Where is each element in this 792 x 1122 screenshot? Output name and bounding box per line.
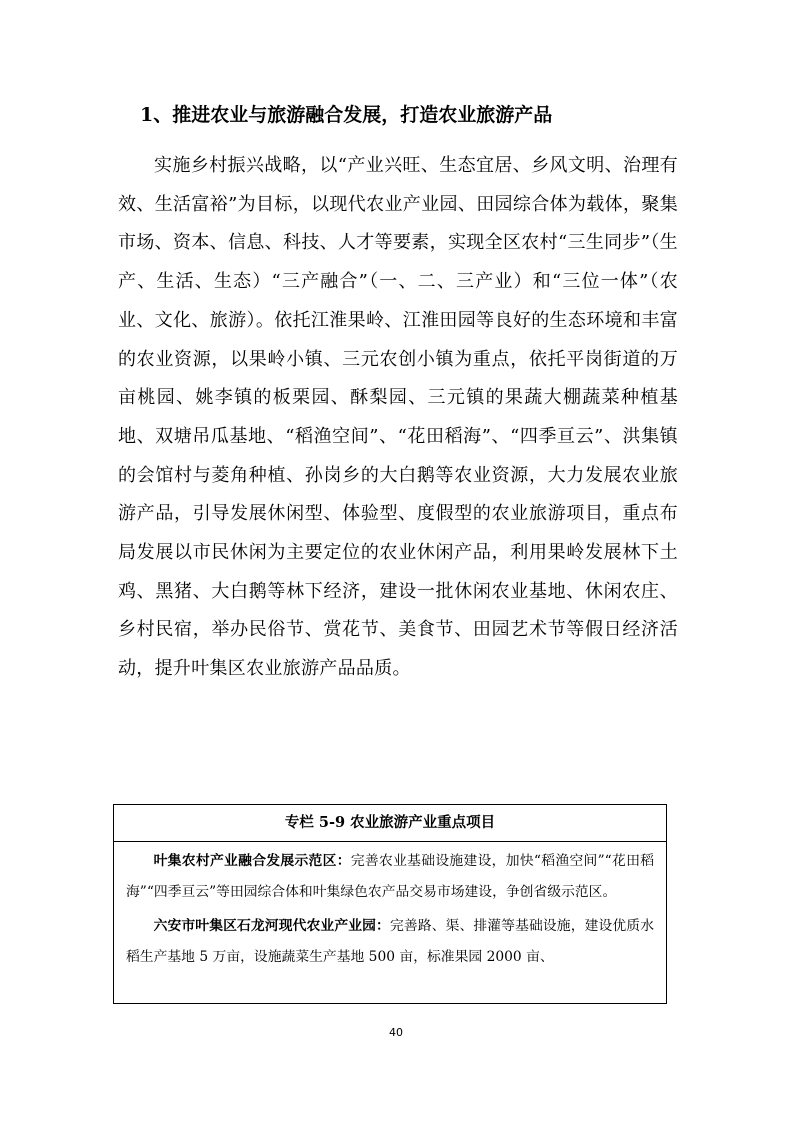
feature-box-item-lead: 叶集农村产业融合发展示范区： bbox=[153, 853, 351, 869]
feature-box-item-lead: 六安市叶集区石龙河现代农业产业园： bbox=[153, 918, 390, 934]
feature-box-item-text: 完善路、渠、排灌等基础设施，建设优质水稻生产基地 5 万亩，设施蔬菜生产基地 500 亩，标准果园 2000 亩、 bbox=[126, 918, 655, 965]
feature-box-item-text: 完善农业基础设施建设，加快“稻渔空间”“花田稻海”“四季亘云”等田园综合体和叶集绿色农产品交易市场建设，争创省级示范区。 bbox=[126, 853, 654, 900]
feature-box-title: 专栏 5-9 农业旅游产业重点项目 bbox=[114, 805, 666, 842]
page-number: 40 bbox=[389, 1026, 403, 1039]
feature-box bbox=[113, 804, 667, 1004]
feature-box-item bbox=[114, 842, 666, 907]
body-paragraph: 实施乡村振兴战略，以“产业兴旺、生态宜居、乡风文明、治理有效、生活富裕”为目标，以现代农业产业园、田园综合体为载体，聚集市场、资本、信息、科技、人才等要素，实现全区农村“三生同步”（生产、生活、生态）“三产融合”（一、二、三产业）和“三位一体”（农业、文化、旅游）。依托江淮果岭、江淮田园等良好的生态环境和丰富的农业资源，以果岭小镇、三元农创小镇为重点，依托平岗街道的万亩桃园、姚李镇的板栗园、酥梨园、三元镇的果蔬大棚蔬菜种植基地、双塘吊瓜基地、“稻渔空间”、“花田稻海”、“四季亘云”、洪集镇的会馆村与菱角种植、孙岗乡的大白鹅等农业资源，大力发展农业旅游产品，引导发展休闲型、体验型、度假型的农业旅游项目，重点布局发展以市民休闲为主要定位的农业休闲产品，利用果岭发展林下土鸡、黑猪、大白鹅等林下经济，建设一批休闲农业基地、休闲农庄、乡村民宿，举办民俗节、赏花节、美食节、田园艺术节等假日经济活动，提升叶集区农业旅游产品品质。 bbox=[118, 155, 678, 680]
feature-box-item bbox=[114, 907, 666, 972]
section-heading: 1、推进农业与旅游融合发展，打造农业旅游产品 bbox=[140, 104, 553, 126]
